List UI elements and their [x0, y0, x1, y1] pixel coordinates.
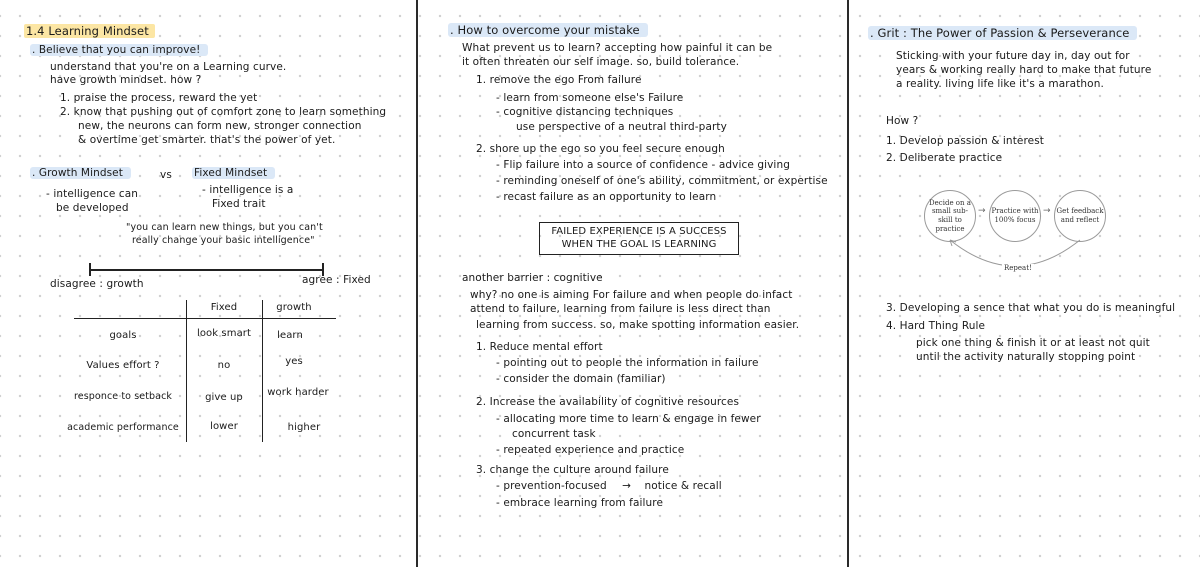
remedy-3a: [496, 480, 722, 493]
scale-left-tick: [89, 263, 91, 276]
remedy-3b: - embrace learning from failure: [496, 497, 664, 509]
table-cell-fixed: give up: [205, 392, 243, 403]
grit-method-2: 2. Deliberate practice: [886, 152, 1003, 164]
strategy-2c: - recast failure as an opportunity to learn: [496, 191, 717, 203]
fixed-mindset-heading: Fixed Mindset: [192, 167, 275, 180]
strategy-2b: - reminding oneself of one's ability, commitment, or expertise: [496, 175, 828, 187]
strategy-2a: - Flip failure into a source of confidence - advice giving: [496, 159, 790, 171]
remedy-3a-left: - prevention-focused: [496, 480, 607, 492]
intro-line-1: What prevent us to learn? accepting how painful it can be: [462, 42, 773, 54]
table-cell-fixed: no: [217, 360, 231, 371]
remedy-2: 2. Increase the availability of cognitive resources: [476, 396, 740, 408]
table-vline-2: [262, 300, 263, 442]
remedy-1a: - pointing out to people the information in failure: [496, 357, 759, 369]
strategy-2: 2. shore up the ego so you feel secure enough: [476, 143, 725, 155]
table-cell-growth: work harder: [267, 387, 329, 398]
believe-item-1: 1. praise the process, reward the yet: [60, 92, 258, 104]
remedy-3a-right: notice & recall: [644, 480, 722, 492]
grit-line-1: Sticking with your future day in, day out for: [896, 50, 1130, 62]
key-insight-line-1: FAILED EXPERIENCE IS A SUCCESS: [551, 226, 727, 237]
remedy-1: 1. Reduce mental effort: [476, 341, 603, 353]
section-title-overcome-mistake: . How to overcome your mistake: [448, 23, 648, 37]
table-cell-growth: learn: [277, 330, 303, 341]
growth-desc-1: - intelligence can: [46, 188, 139, 200]
strategy-1c: use perspective of a neutral third-party: [516, 121, 727, 133]
table-cell-growth: higher: [287, 422, 321, 433]
scale-right-label: agree : Fixed: [302, 274, 371, 286]
barrier-line-2: attend to failure, learning from failure is less direct than: [470, 303, 771, 315]
scale-left-label: disagree : growth: [50, 278, 144, 290]
believe-heading: . Believe that you can improve!: [30, 44, 208, 57]
believe-item-2c: & overtime get smarter. that's the power of yet.: [78, 134, 336, 146]
grit-method-3: 3. Developing a sence that what you do is meaningful: [886, 302, 1176, 314]
arrow-right-icon: →: [1043, 206, 1051, 216]
grit-line-3: a reality. living life like it's a marathon.: [896, 78, 1104, 90]
strategy-1a: - learn from someone else's Failure: [496, 92, 684, 104]
grit-method-4: 4. Hard Thing Rule: [886, 320, 986, 332]
table-row-label: academic performance: [67, 422, 179, 433]
column-divider-left: [416, 0, 418, 567]
barrier-heading: another barrier : cognitive: [462, 272, 603, 284]
table-row-label: goals: [109, 330, 137, 341]
remedy-2b: concurrent task: [512, 428, 596, 440]
barrier-line-3: learning from success. so, make spotting information easier.: [476, 319, 800, 331]
believe-line-1: understand that you're on a Learning curve.: [50, 61, 287, 73]
grit-line-2: years & working really hard to make that future: [896, 64, 1152, 76]
believe-line-2: have growth mindset. how ?: [50, 74, 202, 86]
section-title-grit: . Grit : The Power of Passion & Perseverance: [868, 26, 1137, 40]
right-arrow-icon: →: [622, 480, 632, 492]
growth-mindset-heading: . Growth Mindset: [30, 167, 131, 180]
table-row-label: Values effort ?: [86, 360, 160, 371]
table-cell-fixed: look smart: [196, 328, 252, 339]
arrow-right-icon: →: [978, 206, 986, 216]
quote-line-1: "you can learn new things, but you can't: [126, 222, 323, 233]
growth-desc-2: be developed: [56, 202, 129, 214]
grit-method-1: 1. Develop passion & interest: [886, 135, 1045, 147]
barrier-line-1: why? no one is aiming For failure and when people do infact: [470, 289, 793, 301]
intro-line-2: it often threaten our self image. so, build tolerance.: [462, 56, 740, 68]
grit-method-4b: until the activity naturally stopping point: [916, 351, 1136, 363]
quote-line-2: really change your basic intelligence": [132, 235, 315, 246]
fixed-desc-2: Fixed trait: [212, 198, 266, 210]
cycle-step-decide: Decide on a small sub-skill to practice: [924, 190, 976, 242]
grit-method-4a: pick one thing & finish it or at least not quit: [916, 337, 1150, 349]
table-header-rule: [74, 318, 336, 319]
cycle-step-feedback: Get feedback and reflect: [1054, 190, 1106, 242]
remedy-2a: - allocating more time to learn & engage in fewer: [496, 413, 761, 425]
strategy-1b: - cognitive distancing techniques: [496, 106, 674, 118]
how-heading: How ?: [886, 115, 919, 127]
believe-item-2a: 2. know that pushing out of comfort zone to learn something: [60, 106, 387, 118]
cycle-repeat-label: Repeat!: [1004, 264, 1032, 272]
remedy-2c: - repeated experience and practice: [496, 444, 685, 456]
key-insight-box: [539, 222, 739, 255]
strategy-1: 1. remove the ego From failure: [476, 74, 642, 86]
column-divider-right: [847, 0, 849, 567]
believe-item-2b: new, the neurons can form new, stronger connection: [78, 120, 362, 132]
table-header-fixed: Fixed: [210, 302, 238, 313]
fixed-desc-1: - intelligence is a: [202, 184, 294, 196]
table-cell-growth: yes: [285, 356, 303, 367]
section-title-learning-mindset: 1.4 Learning Mindset: [24, 24, 155, 38]
key-insight-line-2: WHEN THE GOAL IS LEARNING: [561, 238, 717, 250]
agreement-scale-line: [89, 269, 323, 271]
table-cell-fixed: lower: [210, 421, 238, 432]
table-header-growth: growth: [276, 302, 312, 313]
cycle-step-practice: Practice with 100% focus: [989, 190, 1041, 242]
vs-label: vs: [160, 169, 172, 181]
remedy-1b: - consider the domain (familiar): [496, 373, 666, 385]
remedy-3: 3. change the culture around failure: [476, 464, 669, 476]
table-row-label: responce to setback: [74, 391, 172, 402]
